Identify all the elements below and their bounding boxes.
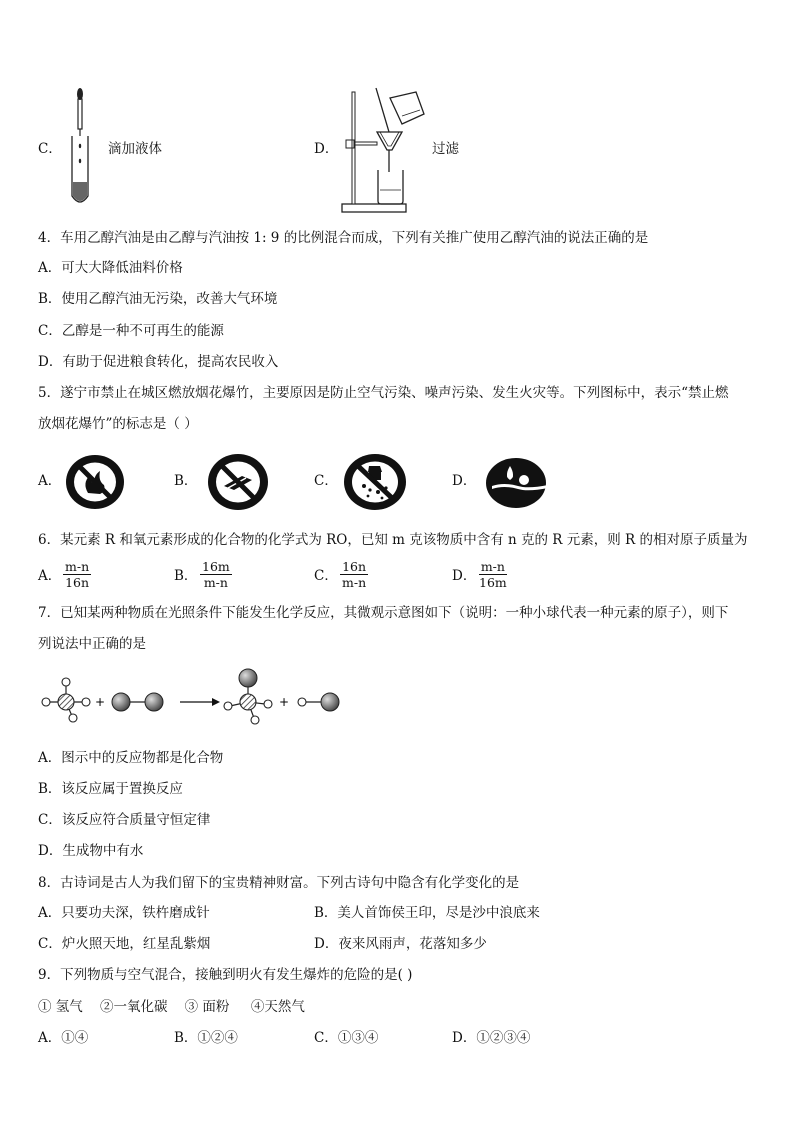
no-fire-icon [64, 453, 126, 511]
product-molecule-1 [224, 669, 272, 724]
q4-option-c: C．乙醇是一种不可再生的能源 [38, 323, 224, 339]
q6-option-a-fraction: $\frac{m-n}{16n}$ [65, 559, 90, 590]
q6-option-c-fraction: $\frac{16n}{m-n}$ [342, 559, 367, 590]
q4-option-d: D．有助于促进粮食转化，提高农民收入 [38, 354, 279, 370]
q8-option-d: D．夜来风雨声，花落知多少 [314, 936, 487, 952]
q9-option-c: C．①③④ [314, 1030, 379, 1046]
no-smoking-icon [206, 452, 270, 512]
q6-option-c-label: C． [314, 568, 338, 584]
plus-sign-2: + [279, 695, 290, 709]
filtration-apparatus-icon [340, 86, 430, 214]
q4-stem: 4．车用乙醇汽油是由乙醇与汽油按 1: 9 的比例混合而成，下列有关推广使用乙醇汽油的说法正确的是 [38, 230, 649, 246]
q5-stem-line2: 放烟花爆竹”的标志是（ ） [38, 416, 198, 432]
q6-option-b-fraction: $\frac{16m}{m-n}$ [202, 559, 230, 590]
q7-option-a: A．图示中的反应物都是化合物 [38, 750, 224, 766]
q3-option-c-caption: 滴加液体 [108, 141, 162, 157]
q9-option-d: D．①②③④ [452, 1030, 531, 1046]
q6-option-b-label: B． [174, 568, 198, 584]
product-molecule-2 [298, 693, 339, 711]
dropper-test-tube-icon [66, 86, 96, 208]
reactant-molecule-2 [112, 693, 163, 711]
q3-option-d-label: D． [314, 141, 339, 157]
no-fireworks-icon [342, 452, 408, 512]
q8-option-b: B．美人首饰侯王印，尽是沙中浪底来 [314, 905, 540, 921]
q6-stem: 6．某元素 R 和氧元素形成的化合物的化学式为 RO，已知 m 克该物质中含有 n 克的 R 元素，则 R 的相对原子质量为 [38, 532, 748, 548]
reaction-diagram [40, 668, 350, 732]
q7-stem-line2: 列说法中正确的是 [38, 636, 146, 652]
reaction-arrow [180, 698, 220, 706]
q8-option-c: C．炉火照天地，红星乱紫烟 [38, 936, 211, 952]
q7-option-b: B．该反应属于置换反应 [38, 781, 183, 797]
q7-option-c: C．该反应符合质量守恒定律 [38, 812, 211, 828]
q5-option-c-label: C． [314, 473, 338, 489]
q6-option-a-label: A． [38, 568, 62, 584]
q9-stem: 9．下列物质与空气混合，接触到明火有发生爆炸的危险的是( ) [38, 967, 413, 983]
q8-stem: 8．古诗词是古人为我们留下的宝贵精神财富。下列古诗句中隐含有化学变化的是 [38, 875, 520, 891]
q9-items: ① 氢气 ②一氧化碳 ③ 面粉 ④天然气 [38, 999, 305, 1015]
reactant-molecule-1 [42, 678, 90, 722]
q9-option-b: B．①②④ [174, 1030, 238, 1046]
q7-stem-line1: 7．已知某两种物质在光照条件下能发生化学反应，其微观示意图如下（说明：一种小球代表一种元素的原子），则下 [38, 605, 729, 621]
q6-option-d-fraction: $\frac{m-n}{16m}$ [479, 559, 507, 590]
q6-option-d-label: D． [452, 568, 477, 584]
q3-option-c-label: C． [38, 141, 62, 157]
q9-option-a: A．①④ [38, 1030, 89, 1046]
q4-option-a: A．可大大降低油料价格 [38, 260, 183, 276]
q5-option-d-label: D． [452, 473, 477, 489]
plus-sign-1: + [95, 695, 106, 709]
q5-option-b-label: B． [174, 473, 198, 489]
q7-option-d: D．生成物中有水 [38, 843, 144, 859]
q3-option-d-caption: 过滤 [432, 141, 459, 157]
q4-option-b: B．使用乙醇汽油无污染，改善大气环境 [38, 291, 278, 307]
q5-stem-line1: 5．遂宁市禁止在城区燃放烟花爆竹，主要原因是防止空气污染、噪声污染、发生火灾等。下列图标中，表示“禁止燃 [38, 385, 729, 401]
q5-option-a-label: A． [38, 473, 62, 489]
water-saving-icon [484, 456, 554, 510]
q8-option-a: A．只要功夫深，铁杵磨成针 [38, 905, 210, 921]
